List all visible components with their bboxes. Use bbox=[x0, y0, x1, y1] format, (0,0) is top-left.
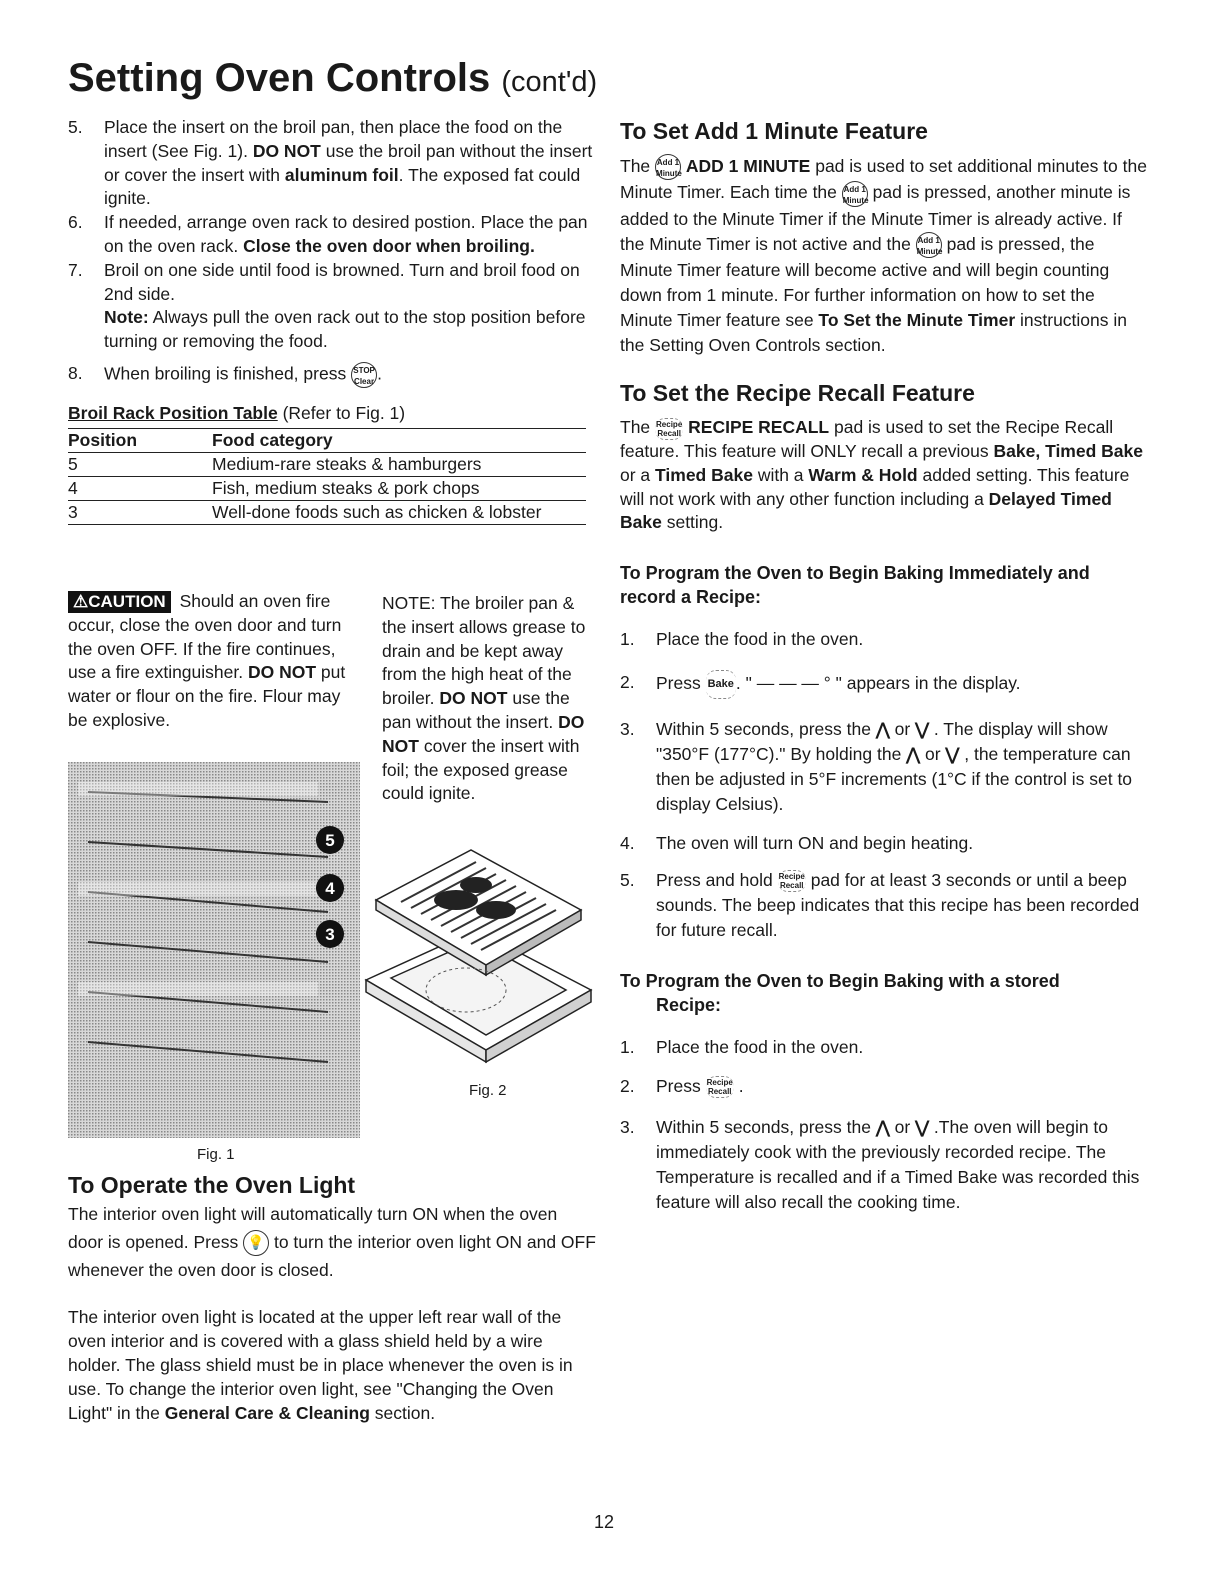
oven-light-paragraph-2: The interior oven light is located at the upper left rear wall of the oven interior and is covered with a glass shield held by a wire holder. The glass shield must be in place whenever the oven is in use. To change the interior oven light, see "Changing the Oven Light" in the General Care & Cleaning section. bbox=[68, 1307, 573, 1423]
table-row: 4 Fish, medium steaks & pork chops bbox=[68, 476, 586, 500]
stop-clear-icon: STOP Clear bbox=[351, 362, 377, 388]
list-item: 3. Within 5 seconds, press the ⋀ or ⋁ .The oven will begin to immediately cook with the previously recorded recipe. The Temperature is recalled and if a Timed Bake was recorded this feature will also recall the cooking time. bbox=[620, 1117, 1140, 1213]
oven-light-heading: To Operate the Oven Light bbox=[68, 1172, 356, 1198]
rack-label-3: 3 bbox=[325, 925, 335, 944]
rack-position-table bbox=[68, 428, 586, 525]
add-1-minute-icon: Add 1 Minute bbox=[842, 181, 868, 207]
fig2-caption: Fig. 2 bbox=[469, 1082, 507, 1099]
recipe-recall-paragraph: The Recipe Recall RECIPE RECALL pad is used to set the Recipe Recall feature. This feature will ONLY recall a previous Bake, Timed Bake or a Timed Bake with a Warm & Hold added setting. This feature will not work with any other function including a Delayed Timed Bake setting. bbox=[620, 417, 1143, 533]
rack-table-title: Broil Rack Position Table (Refer to Fig. 1) bbox=[68, 402, 406, 423]
fig2-broiler-pan-illustration bbox=[356, 840, 596, 1070]
add-minute-heading: To Set Add 1 Minute Feature bbox=[620, 118, 928, 144]
add-1-minute-icon: Add 1 Minute bbox=[655, 154, 681, 180]
table-row: 5 Medium-rare steaks & hamburgers bbox=[68, 452, 586, 476]
page-number: 12 bbox=[594, 1512, 615, 1532]
oven-light-section bbox=[68, 1170, 596, 1425]
list-item: 3. Within 5 seconds, press the ⋀ or ⋁ . The display will show "350°F (177°C)." By holding the ⋀ or ⋁ , the temperature can then be adjusted in 5°F increments (1°C if the control is set to display Celsius). bbox=[620, 719, 1133, 815]
table-header-row: Position Food category bbox=[68, 428, 586, 452]
page-title-suffix: (cont'd) bbox=[501, 66, 598, 98]
rack-label-4: 4 bbox=[325, 879, 335, 898]
list-item: 1. Place the food in the oven. bbox=[620, 629, 864, 650]
caution-block: ⚠CAUTION Should an oven fire occur, close the oven door and turn the oven OFF. If the fire continues, use a fire extinguisher. DO NOT put water or flour on the fire. Flour may be explosive. bbox=[68, 591, 346, 730]
recipe-recall-heading: To Set the Recipe Recall Feature bbox=[620, 380, 975, 407]
recipe-recall-icon: Recipe Recall bbox=[778, 872, 805, 891]
list-item: 1. Place the food in the oven. bbox=[620, 1037, 864, 1058]
down-arrow-icon: ⋁ bbox=[945, 745, 960, 765]
fig1-caption: Fig. 1 bbox=[197, 1146, 235, 1163]
up-arrow-icon: ⋀ bbox=[875, 1118, 890, 1138]
down-arrow-icon: ⋁ bbox=[915, 720, 930, 740]
add-minute-paragraph: The Add 1 Minute ADD 1 MINUTE pad is used to set additional minutes to the Minute Timer. Each time the Add 1 Minute pad is pressed, another minute is added to the Minute Timer if the Minute Timer is already active. If the Minute Timer is not active and the Add 1 Minute pad is pressed, the Minute Timer feature will become active and will begin counting down from 1 minute. For further information on how to set the Minute Timer feature see To Set the Minute Timer instructions in the Setting Oven Controls section. bbox=[620, 156, 1147, 356]
right-column bbox=[620, 116, 1148, 1215]
list-item: 4. The oven will turn ON and begin heating. bbox=[620, 833, 974, 854]
program-record-steps bbox=[620, 627, 1148, 943]
light-bulb-icon: 💡 bbox=[243, 1230, 269, 1256]
table-row: 3 Well-done foods such as chicken & lobster bbox=[68, 500, 586, 524]
list-item: 8. When broiling is finished, press STOP Clear . bbox=[68, 362, 382, 386]
add-1-minute-icon: Add 1 Minute bbox=[916, 232, 942, 258]
left-column bbox=[68, 116, 593, 804]
recipe-recall-icon: Recipe Recall bbox=[706, 1078, 733, 1097]
down-arrow-icon: ⋁ bbox=[915, 1118, 930, 1138]
list-item: 2. Press Bake . " — — — ° " appears in the display. bbox=[620, 670, 1148, 699]
rack-label-5: 5 bbox=[325, 831, 335, 850]
broiler-note: NOTE: The broiler pan & the insert allows grease to drain and be kept away from the high heat of the broiler. DO NOT use the pan without the insert. DO NOT cover the insert with foil; the exposed grease could ignite. bbox=[382, 593, 586, 804]
caution-badge: ⚠CAUTION bbox=[68, 591, 171, 613]
recipe-recall-icon: Recipe Recall bbox=[656, 419, 683, 438]
fig1-oven-racks-illustration bbox=[68, 762, 360, 1138]
program-record-heading: To Program the Oven to Begin Baking Immediately and record a Recipe: bbox=[620, 563, 1090, 608]
warning-icon: ⚠ bbox=[73, 592, 89, 611]
list-item: 5. Press and hold Recipe Recall pad for at least 3 seconds or until a beep sounds. The beep indicates that this recipe has been recorded for future recall. bbox=[620, 870, 1140, 941]
rack-position-markers bbox=[316, 826, 344, 948]
list-item: 7. Broil on one side until food is browned. Turn and broil food on 2nd side. Note: Always pull the oven rack out to the stop position before turning or removing the food. bbox=[68, 259, 586, 352]
up-arrow-icon: ⋀ bbox=[875, 720, 890, 740]
program-stored-heading: To Program the Oven to Begin Baking with a stored Recipe: bbox=[620, 971, 1060, 1016]
up-arrow-icon: ⋀ bbox=[906, 745, 921, 765]
list-item: 6. If needed, arrange oven rack to desired postion. Place the pan on the oven rack. Close the oven door when broiling. bbox=[68, 212, 588, 256]
page-title: Setting Oven Controls (cont'd) bbox=[68, 56, 598, 100]
list-item: 2. Press Recipe Recall . bbox=[620, 1076, 744, 1097]
list-item: 5. Place the insert on the broil pan, then place the food on the insert (See Fig. 1). DO NOT use the broil pan without the insert or cover the insert with aluminum foil. The exposed fat could ignite. bbox=[68, 117, 593, 209]
broil-steps bbox=[68, 116, 593, 388]
bake-icon: Bake bbox=[706, 670, 736, 699]
oven-light-paragraph-1: The interior oven light will automatically turn ON when the oven door is opened. Press 💡 to turn the interior oven light ON and OFF whenever the oven door is closed. bbox=[68, 1204, 596, 1281]
program-stored-steps bbox=[620, 1035, 1148, 1215]
